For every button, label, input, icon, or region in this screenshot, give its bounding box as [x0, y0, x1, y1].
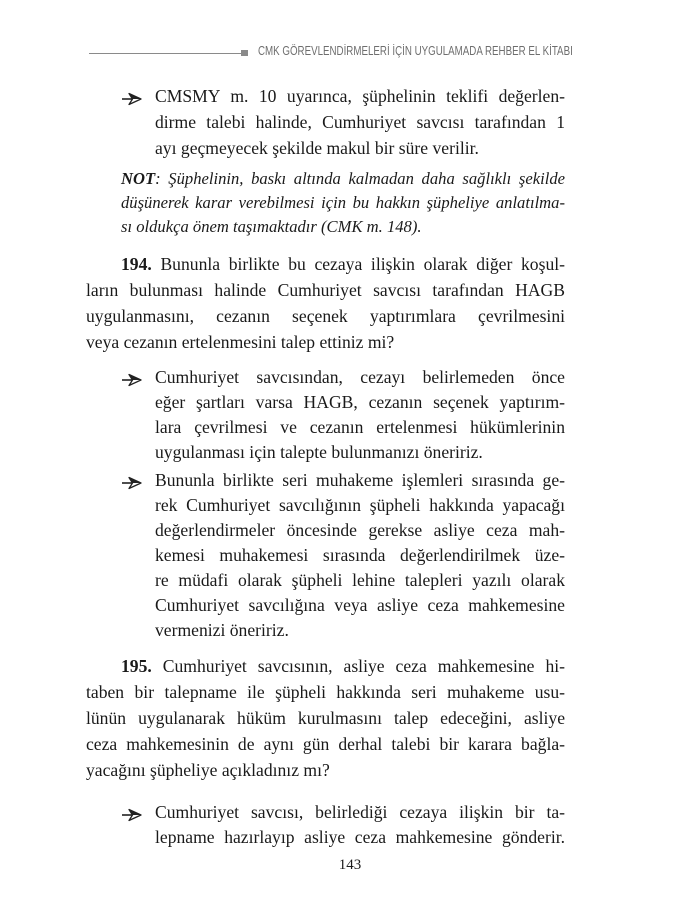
bullet-line: CMSMY m. 10 uyarınca, şüphelinin teklifi değerlen- — [155, 86, 565, 106]
question-line: uygulanmasını, cezanın seçenek yaptırımlara çevrilmesini — [86, 306, 565, 326]
book-title: CMK GÖREVLENDİRMELERİ İÇİN UYGULAMADA REHBER EL KİTABI — [258, 44, 573, 58]
arrow-bullet-icon — [121, 92, 143, 106]
arrow-bullet-icon — [121, 808, 143, 822]
arrow-bullet-icon — [121, 476, 143, 490]
arrow-bullet-icon — [121, 373, 143, 387]
answer-line: re müdafi olarak şüpheli lehine talepleri yazılı olarak — [155, 570, 565, 590]
answer-line: lara çevrilmesi ve cezanın ertelenmesi hükümlerinin — [155, 417, 565, 437]
question-line: 194. Bununla birlikte bu cezaya ilişkin olarak diğer koşul- — [121, 254, 565, 274]
note-label: NOT — [121, 169, 156, 188]
answer-line: rek Cumhuriyet savcılığının şüpheli hakkında yapacağı — [155, 495, 565, 515]
answer-line: Bununla birlikte seri muhakeme işlemleri sırasında ge- — [155, 470, 565, 490]
bullet-line: ayı geçmeyecek şekilde makul bir süre verilir. — [155, 138, 479, 158]
question-line: 195. Cumhuriyet savcısının, asliye ceza mahkemesine hi- — [121, 656, 565, 676]
question-number: 194. — [121, 254, 152, 274]
question-line: ceza mahkemesinin de aynı gün derhal talebi bir karara bağla- — [86, 734, 565, 754]
bullet-line: dirme talebi halinde, Cumhuriyet savcısı tarafından 1 — [155, 112, 565, 132]
question-number: 195. — [121, 656, 152, 676]
header-rule — [89, 53, 241, 54]
question-line: taben bir talepname ile şüpheli hakkında seri muhakeme usu- — [86, 682, 565, 702]
note-line: NOT: Şüphelinin, baskı altında kalmadan daha sağlıklı şekilde — [121, 169, 565, 188]
answer-line: eğer şartları varsa HAGB, cezanın seçenek yaptırım- — [155, 392, 565, 412]
answer-line: kemesi muhakemesi sırasında değerlendirilmek üze- — [155, 545, 565, 565]
question-line: yacağını şüpheliye açıkladınız mı? — [86, 760, 330, 780]
question-line: veya cezanın ertelenmesini talep ettiniz mi? — [86, 332, 395, 352]
question-line: lünün uygulanarak hüküm kurulmasını talep edeceğini, asliye — [86, 708, 565, 728]
running-header — [89, 44, 573, 64]
page-number: 143 — [338, 857, 362, 873]
answer-line: Cumhuriyet savcılığına veya asliye ceza mahkemesine — [155, 595, 565, 615]
note-line: düşünerek karar verebilmesi için bu hakkın şüpheliye anlatılma- — [121, 193, 565, 212]
answer-line: Cumhuriyet savcısından, cezayı belirlemeden önce — [155, 367, 565, 387]
answer-line: vermenizi öneririz. — [155, 620, 289, 640]
question-line: ların bulunması halinde Cumhuriyet savcısı tarafından HAGB — [86, 280, 565, 300]
answer-line: lepname hazırlayıp asliye ceza mahkemesine gönderir. — [155, 827, 565, 847]
answer-line: Cumhuriyet savcısı, belirlediği cezaya ilişkin bir ta- — [155, 802, 565, 822]
answer-line: değerlendirmeler öncesinde gerekse asliye ceza mah- — [155, 520, 565, 540]
header-square-ornament — [241, 50, 248, 56]
note-line: sı oldukça önem taşımaktadır (CMK m. 148). — [121, 217, 422, 236]
answer-line: uygulanması için talepte bulunmanızı öneririz. — [155, 442, 483, 462]
